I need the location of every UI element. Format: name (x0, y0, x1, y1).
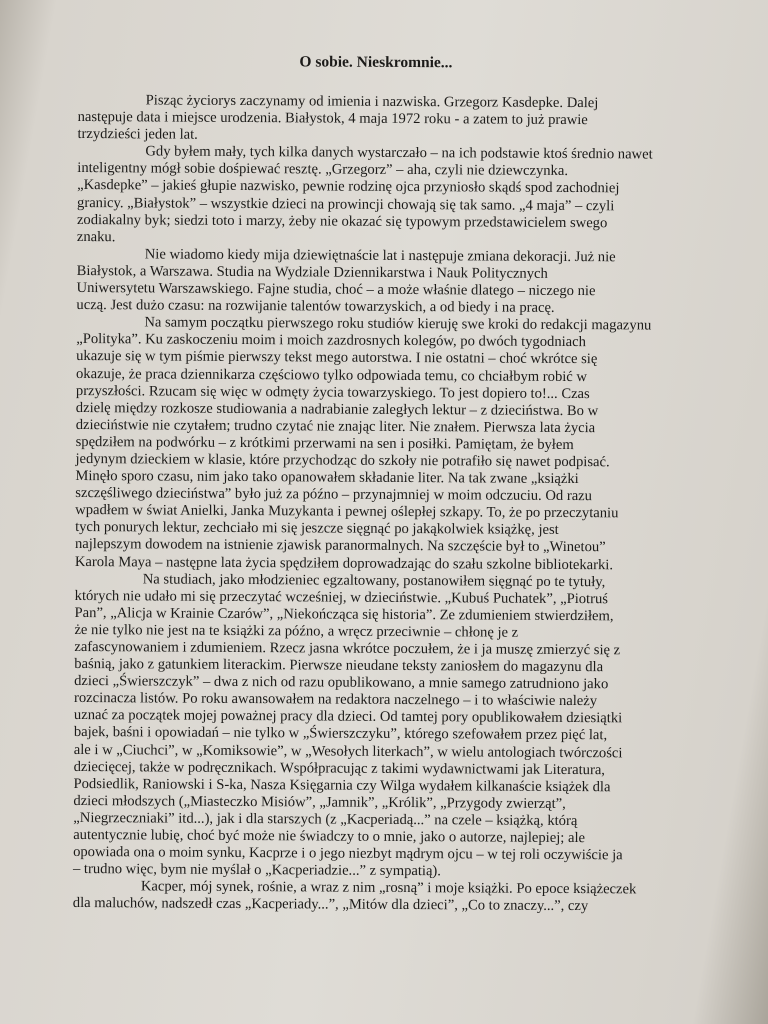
text-line: Karola Maya – następne lata życia spędziłem doprowadzając do szału szkolne bibliotekarki. (74, 553, 614, 573)
text-line: dzieciństwie nie czytałem; trudno czytać nie znając liter. Nie znałem. Pierwsza lata życia (75, 416, 596, 436)
text-line: autentycznie lubię, choć być może nie świadczy to o mnie, jako o autorze, najlepiej; ale (73, 827, 586, 847)
paragraph (73, 571, 671, 882)
text-line: inteligentny mógł sobie dośpiewać resztę. „Grzegorz” – aha, czyli nie dziewczynka. (77, 160, 569, 180)
paragraph (75, 314, 673, 574)
text-line: ale i w „Ciuchci”, w „Komiksowie”, w „Wesołych literkach”, w wielu antologiach twórczości (73, 741, 623, 761)
text-line: że nie tylko nie jest na te książki za późno, a wręcz przeciwnie – chłonę je z (74, 621, 519, 641)
text-line: Kacper, mój synek, rośnie, a wraz z nim „rosną” i moje książki. Po epoce książeczek (140, 878, 637, 898)
text-line: baśnią, jako z gatunkiem literackim. Pierwsze nieudane teksty zaniosłem do magazynu dla (74, 656, 604, 676)
text-line: tych ponurych lektur, zechciało mi się jeszcze sięgnąć po jakąkolwiek książkę, jest (75, 519, 559, 539)
text-line: Nie wiadomo kiedy mija dziewiętnaście lat i następuje zmiana dekoracji. Już nie (144, 246, 616, 266)
text-line: ukazuje się w tym piśmie pierwszy tekst mego autorstwa. I nie ostatni – choć wkrótce się (76, 348, 598, 368)
text-line: szczęśliwego dzieciństwa” było już za późno – przynajmniej w moim odczuciu. Od razu (75, 485, 593, 505)
text-line: dzielę między rozkosze studiowania a nadrabianie zaległych lektur – z dzieciństwa. Bo w (75, 399, 599, 419)
paragraph (73, 878, 669, 916)
text-line: rozcinacza listów. Po roku awansowałem na redaktora naczelnego – i to właściwie należy (74, 690, 598, 710)
text-line: zodiakalny byk; siedzi toto i marzy, żeby nie okazać się typowym przedstawicielem swego (76, 211, 608, 231)
text-line: Uniwersytetu Warszawskiego. Fajne studia, choć – a może właśnie dlatego – niczego nie (76, 280, 596, 300)
text-line: opowiada ona o moim synku, Kacprze i o jego niezbyt mądrym ojcu – w tej roli oczywiście ja (73, 844, 623, 864)
paragraph (77, 143, 674, 249)
text-line: dzieci młodszych („Miasteczko Misiów”, „Jamnik”, „Królik”, „Przygody zwierząt”, (73, 792, 566, 812)
text-line: okazuje, że praca dziennikarza częściowo tylko odpowiada temu, co chciałbym robić w (75, 365, 588, 385)
text-line: granicy. „Białystok” – wszystkie dzieci na prowincji chowają się tak samo. „4 maja” – czyli (77, 194, 615, 214)
text-line: – trudno więc, bym nie myślał o „Kacperiadzie...” z sympatią). (72, 861, 442, 880)
text-line: Białystok, a Warszawa. Studia na Wydziale Dziennikarstwa i Nauk Politycznych (76, 262, 548, 282)
text-line: spędziłem na podwórku – z krótkimi przerwami na sen i posiłki. Pamiętam, że byłem (75, 433, 574, 453)
text-line: uczą. Jest dużo czasu: na rozwijanie talentów towarzyskich, a od biedy i na pracę. (76, 297, 555, 317)
paragraph (77, 92, 673, 147)
text-line: Pisząc życiorys zaczynamy od imienia i nazwiska. Grzegorz Kasdepke. Dalej (145, 92, 599, 112)
text-line: następuje data i miejsce urodzenia. Białystok, 4 maja 1972 roku - a zatem to już prawie (77, 109, 588, 129)
text-line: Na studiach, jako młodzieniec egzaltowany, postanowiłem sięgnąć po te tytuły, (142, 571, 606, 590)
text-line: znaku. (76, 228, 116, 245)
text-line: Pan”, „Alicja w Krainie Czarów”, „Niekończąca się historia”. Ze zdumieniem stwierdziłem, (74, 604, 614, 625)
page-title: O sobie. Nieskromnie... (299, 53, 453, 72)
paragraph (76, 246, 672, 318)
text-line: dziecięcej, także w podręcznikach. Współpracując z takimi wydawnictwami jak Literatura, (73, 758, 606, 778)
text-line: uznać za początek mojej poważnej pracy dla dzieci. Od tamtej pory opublikowałem dziesiątki (73, 707, 623, 727)
text-line: bajek, baśni i opowiadań – nie tylko w „Świerszczyku”, którego szefowałem przez pięć lat, (73, 724, 608, 744)
text-line: „Niegrzeczniaki” itd...), jak i dla starszych (z „Kacperiadą...” na czele – książką, którą (73, 809, 578, 830)
text-line: trzydzieści jeden lat. (77, 126, 198, 143)
text-line: dzieci „Świerszczyk” – dwa z nich od razu opublikowano, a mnie samego zatrudniono jako (74, 673, 609, 693)
paragraph-list (73, 92, 674, 916)
text-line: dla maluchów, nadszedł czas „Kacperiady...”, „Mitów dla dzieci”, „Co to znaczy...”, czy (72, 895, 589, 915)
text-line: przyszłości. Rzucam się więc w odmęty życia towarzyskiego. To jest dopiero to!... Czas (75, 382, 590, 402)
text-line: „Polityka”. Ku zaskoczeniu moim i moich zazdrosnych kolegów, po dwóch tygodniach (76, 331, 587, 351)
document-body (73, 52, 674, 916)
text-line: „Kasdepke” – jakieś głupie nazwisko, pewnie rodzinę ojca przyniosło skądś spod zachodniej (77, 177, 620, 197)
text-line: których nie udało mi się przeczytać wcześniej, w dzieciństwie. „Kubuś Puchatek”, „Piotruś (74, 587, 609, 607)
text-line: zafascynowaniem i zdumieniem. Rzecz jasna wkrótce poczułem, że i ja muszę zmierzyć się z (74, 638, 621, 659)
text-line: Podsiedlik, Raniowski i S-ka, Nasza Księgarnia czy Wilga wydałem kilkanaście książek dla (73, 775, 611, 796)
text-line: Gdy byłem mały, tych kilka danych wystarczało – na ich podstawie ktoś średnio nawet (145, 143, 653, 163)
text-line: najlepszym dowodem na istnienie zjawisk paranormalnych. Na szczęście był to „Winetou” (74, 536, 606, 556)
text-line: Na samym początku pierwszego roku studiów kieruję swe kroki do redakcji magazynu (144, 314, 652, 334)
text-line: jedynym dzieckiem w klasie, które przychodząc do szkoły nie potrafiło się nawet podpisać. (75, 450, 610, 471)
text-line: Minęło sporo czasu, nim jako tako opanowałem składanie liter. Na tak zwane „książki (75, 468, 579, 488)
text-line: wpadłem w świat Anielki, Janka Muzykanta i pewnej oślepłej szkapy. To, że po przeczytaniu (75, 502, 619, 522)
